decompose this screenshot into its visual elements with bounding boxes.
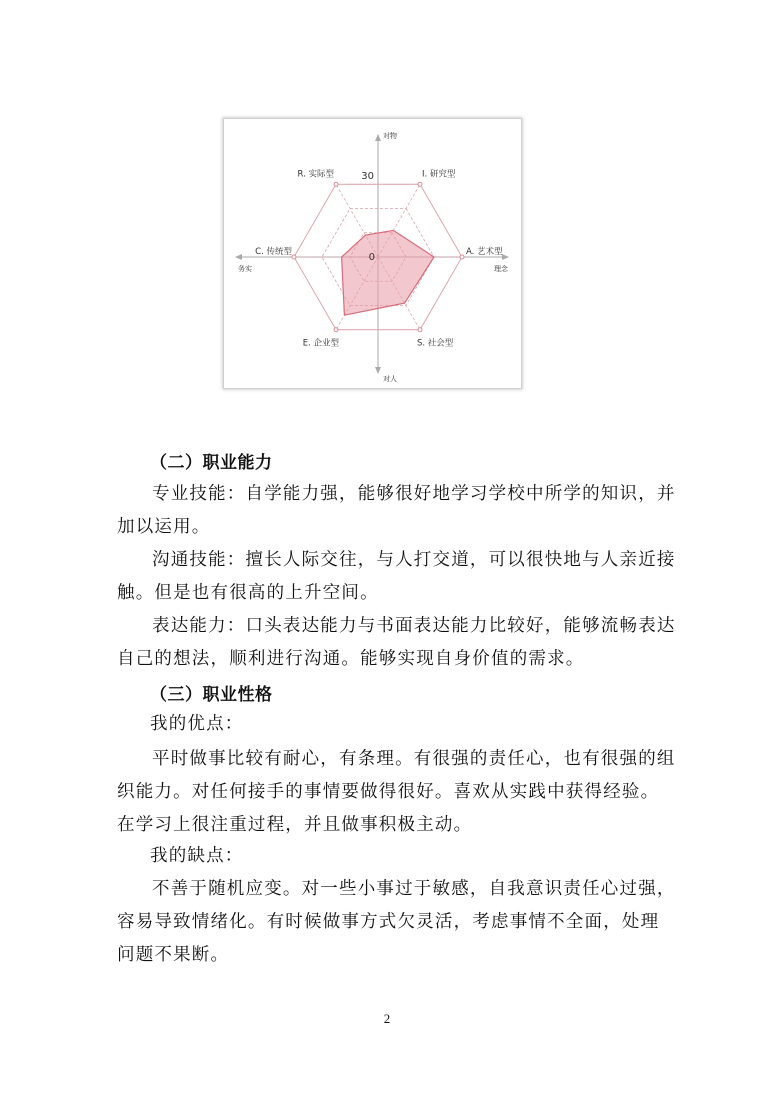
vertex-marker-5 bbox=[292, 255, 296, 259]
paragraph-strengths: 平时做事比较有耐心，有条理。有很强的责任心，也有很强的组织能力。对任何接手的事情要做得很好。喜欢从实践中获得经验。在学习上很注重过程，并且做事积极主动。 bbox=[117, 749, 676, 835]
scale-max-label: 30 bbox=[361, 171, 374, 182]
weaknesses-label: 我的缺点： bbox=[150, 846, 244, 866]
axis-label-bottom: 对人 bbox=[383, 375, 397, 383]
axis-arrow-left bbox=[235, 254, 242, 260]
paragraph-communication-skill: 沟通技能：擅长人际交往，与人打交道，可以很快地与人亲近接触。但是也有很高的上升空间。 bbox=[117, 550, 676, 603]
section-heading-personality: （三）职业性格 bbox=[150, 685, 273, 705]
scale-min-label: 0 bbox=[368, 252, 375, 263]
axis-label-left: 务实 bbox=[238, 265, 252, 273]
category-label-4: E. 企业型 bbox=[302, 338, 339, 349]
vertex-marker-1 bbox=[418, 182, 422, 186]
category-label-1: I. 研究型 bbox=[422, 169, 456, 180]
category-label-2: A. 艺术型 bbox=[466, 247, 503, 257]
paragraph-weaknesses: 不善于随机应变。对一些小事过于敏感，自我意识责任心过强，容易导致情绪化。有时候做事方式欠灵活，考虑事情不全面，处理问题不果断。 bbox=[117, 879, 676, 965]
category-label-3: S. 社会型 bbox=[417, 338, 454, 349]
paragraph-professional-skill: 专业技能：自学能力强，能够很好地学习学校中所学的知识，并加以运用。 bbox=[117, 484, 676, 537]
section-heading-ability: （二）职业能力 bbox=[150, 453, 273, 473]
vertex-marker-6 bbox=[334, 182, 338, 186]
paragraph-expression-ability: 表达能力：口头表达能力与书面表达能力比较好，能够流畅表达自己的想法，顺利进行沟通。能够实现自身价值的需求。 bbox=[117, 616, 676, 669]
vertex-marker-4 bbox=[334, 328, 338, 332]
radar-svg bbox=[224, 119, 523, 390]
axis-arrow-bottom bbox=[375, 367, 381, 374]
vertex-marker-2 bbox=[460, 255, 464, 259]
strengths-label: 我的优点： bbox=[150, 714, 244, 734]
holland-radar-chart bbox=[223, 118, 522, 389]
axis-label-right: 理念 bbox=[494, 265, 508, 273]
axis-arrow-right bbox=[502, 254, 509, 260]
axis-label-top: 对物 bbox=[383, 132, 397, 140]
category-label-5: C. 传统型 bbox=[255, 247, 292, 257]
data-area bbox=[342, 230, 434, 315]
category-label-6: R. 实际型 bbox=[297, 169, 334, 180]
axis-arrow-top bbox=[375, 134, 381, 141]
page-number: 2 bbox=[383, 1011, 391, 1026]
vertex-marker-3 bbox=[418, 328, 422, 332]
